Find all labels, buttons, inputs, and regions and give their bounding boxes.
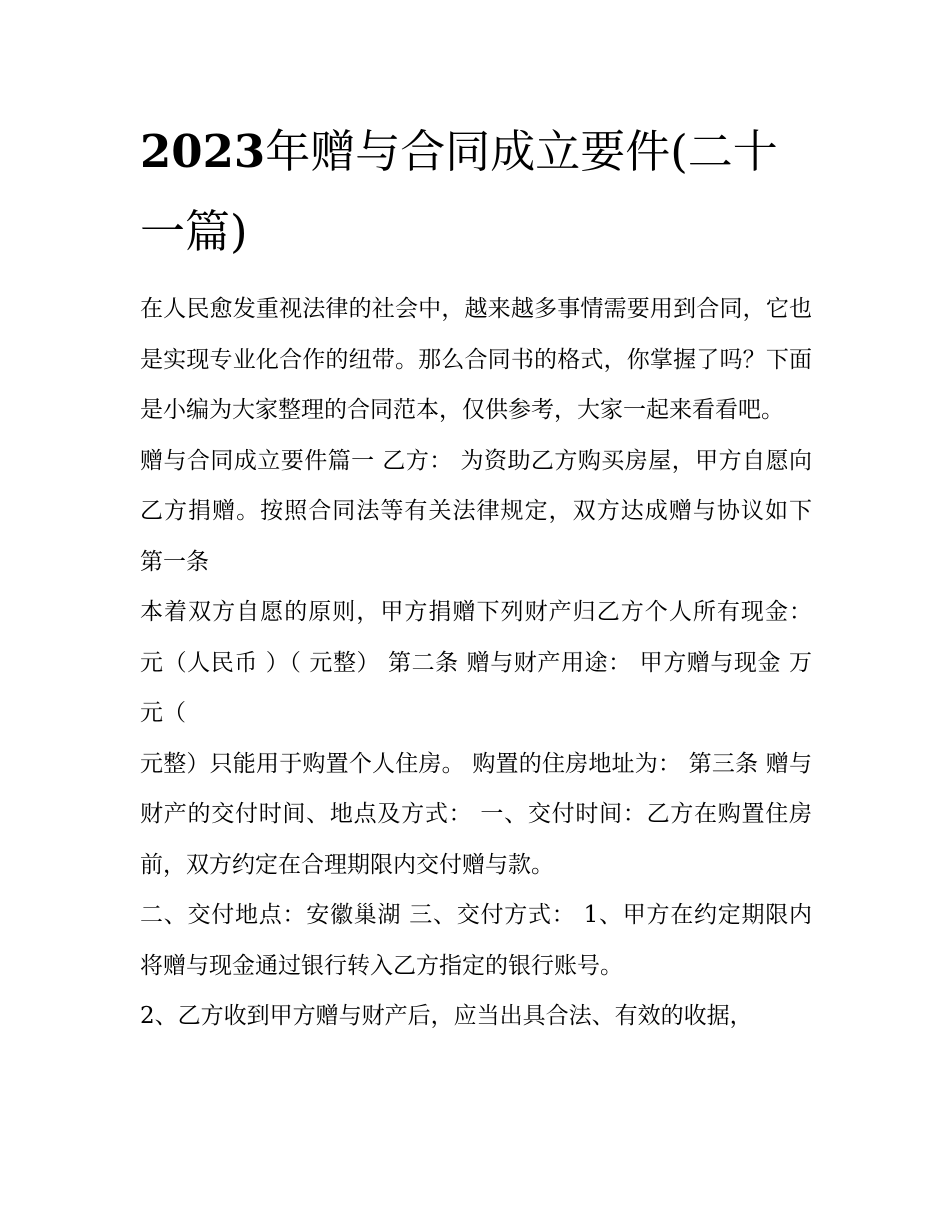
document-title (140, 112, 812, 272)
paragraph-list (140, 284, 812, 1042)
paragraph-article-one: 本着双方自愿的原则，甲方捐赠下列财产归乙方个人所有现金： 元（人民币 ）（ 元整） 第二条 赠与财产用途： 甲方赠与现金 万元（ (140, 599, 812, 726)
title-text: 年赠与合同成立要件(二十一篇) (140, 125, 778, 258)
paragraph-receipt: 2、乙方收到甲方赠与财产后，应当出具合法、有效的收据， (140, 1003, 753, 1029)
document-body (140, 112, 812, 1042)
title-year: 2023 (140, 125, 266, 178)
paragraph-intro: 在人民愈发重视法律的社会中，越来越多事情需要用到合同，它也是实现专业化合作的纽带。那么合同书的格式，你掌握了吗？下面是小编为大家整理的合同范本，仅供参考，大家一起来看看吧。 (140, 296, 812, 423)
paragraph-article-two-three: 元整）只能用于购置个人住房。 购置的住房地址为： 第三条 赠与财产的交付时间、地点及方式： 一、交付时间：乙方在购置住房前，双方约定在合理期限内交付赠与款。 (140, 750, 812, 878)
paragraph-contract-opening: 赠与合同成立要件篇一 乙方： 为资助乙方购买房屋，甲方自愿向乙方捐赠。按照合同法等有关法律规定，双方达成赠与协议如下 第一条 (140, 447, 812, 575)
paragraph-delivery-place: 二、交付地点：安徽巢湖 三、交付方式： 1、甲方在约定期限内将赠与现金通过银行转入乙方指定的银行账号。 (140, 902, 812, 979)
